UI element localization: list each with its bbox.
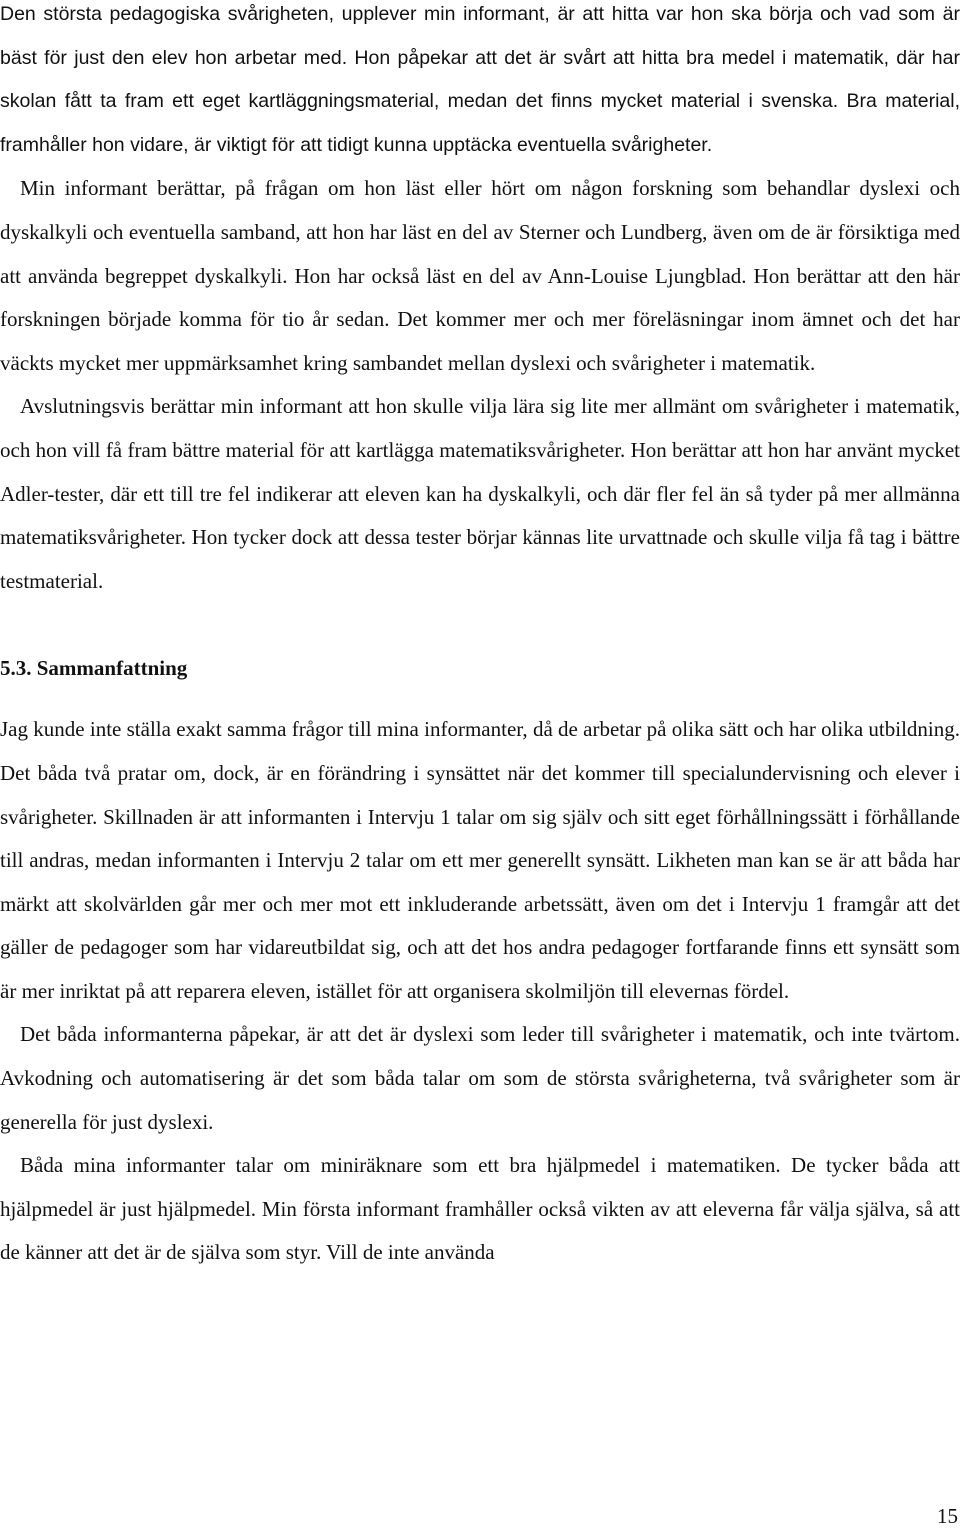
- page-number: 15: [937, 1504, 958, 1528]
- paragraph-pedagogical-difficulty: Den största pedagogiska svårigheten, upplever min informant, är att hitta var hon ska börja och vad som är bäst för just den elev hon arbetar med. Hon påpekar att det är svårt att hitta bra medel i matematik, där har skolan fått ta fram ett eget kartläggningsmaterial, medan det finns mycket material i svenska. Bra material, framhåller hon vidare, är viktigt för att tidigt kunna upptäcka eventuella svårigheter.: [0, 3, 960, 156]
- summary-paragraph-2: Det båda informanterna påpekar, är att det är dyslexi som leder till svårigheter i matematik, och inte tvärtom. Avkodning och automatisering är det som båda talar om som de största svårigheterna, två svårigheter som är generella för just dyslexi.: [0, 1022, 960, 1134]
- summary-paragraph-3: Båda mina informanter talar om miniräknare som ett bra hjälpmedel i matematiken. De tycker båda att hjälpmedel är just hjälpmedel. Min första informant framhåller också vikten av att eleverna får välja själva, så att de känner att det är de själva som styr. Vill de inte använda: [0, 1153, 960, 1265]
- summary-paragraph-1: Jag kunde inte ställa exakt samma frågor till mina informanter, då de arbetar på olika sätt och har olika utbildning. Det båda två pratar om, dock, är en förändring i synsättet när det kommer till specialundervisning och elever i svårigheter. Skillnaden är att informanten i Intervju 1 talar om sig själv och sitt eget förhållningssätt i förhållande till andras, medan informanten i Intervju 2 talar om ett mer generellt synsätt. Likheten man kan se är att båda har märkt att skolvärlden går mer och mer mot ett inkluderande arbetssätt, även om det i Intervju 1 framgår att det gäller de pedagoger som har vidareutbildat sig, och att det hos andra pedagoger fortfarande finns ett synsätt som är mer inriktat på att reparera eleven, istället för att organisera skolmiljön till elevernas fördel.: [0, 717, 960, 1003]
- section-heading: 5.3. Sammanfattning: [0, 656, 188, 681]
- paragraph-research-knowledge: Min informant berättar, på frågan om hon läst eller hört om någon forskning som behandlar dyslexi och dyskalkyli och eventuella samband, att hon har läst en del av Sterner och Lundberg, även om de är försiktiga med att använda begreppet dyskalkyli. Hon har också läst en del av Ann-Louise Ljungblad. Hon berättar att den här forskningen började komma för tio år sedan. Det kommer mer och mer föreläsningar inom ämnet och det har väckts mycket mer uppmärksamhet kring sambandet mellan dyslexi och svårigheter i matematik.: [0, 176, 960, 375]
- paragraph-conclusion: Avslutningsvis berättar min informant att hon skulle vilja lära sig lite mer allmänt om svårigheter i matematik, och hon vill få fram bättre material för att kartlägga matematiksvårigheter. Hon berättar att hon har använt mycket Adler-tester, där ett till tre fel indikerar att eleven kan ha dyskalkyli, och där fler fel än så tyder på mer allmänna matematiksvårigheter. Hon tycker dock att dessa tester börjar kännas lite urvattnade och skulle vilja få tag i bättre testmaterial.: [0, 394, 960, 593]
